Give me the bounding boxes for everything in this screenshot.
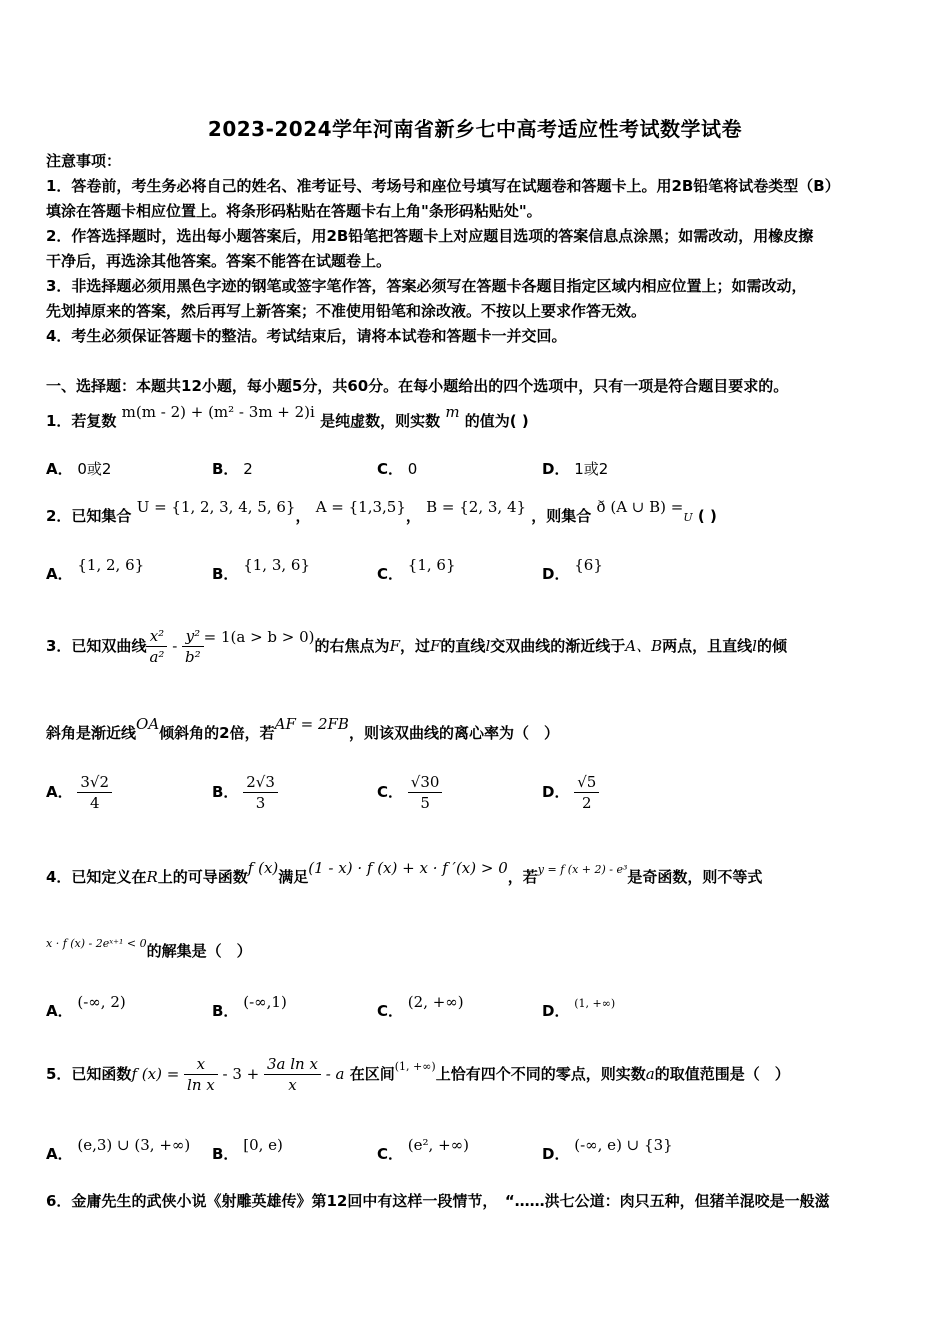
- notice-line-3a: 3．非选择题必须用黑色字迹的钢笔或签字笔作答，答案必须写在答题卡各题目指定区域内相应位置上；如需改动，: [46, 277, 807, 295]
- question-6: 6．金庸先生的武侠小说《射雕英雄传》第12回中有这样一段情节， “……洪七公道：肉只五种，但猪羊混咬是一般滋: [46, 1192, 830, 1210]
- q2-expression: ð (A ∪ B) =: [596, 498, 684, 516]
- question-1: [46, 403, 529, 432]
- notice-line-4: 4．考生必须保证答题卡的整洁。考试结束后，请将本试卷和答题卡一并交回。: [46, 327, 567, 345]
- q4-option-c[interactable]: C． (2, +∞): [377, 993, 464, 1020]
- q2-mid: ，则集合: [531, 507, 592, 525]
- q1-option-a[interactable]: A． 0或2: [46, 460, 112, 478]
- question-4-cont: $^{x \cdot f (x) - 2eˣ^{+1} < 0}$的解集是（ ）: [46, 937, 252, 960]
- q5-frac-1: $\frac{x}{\text{ln x}}$: [184, 1054, 218, 1095]
- q2-option-b[interactable]: B． {1, 3, 6}: [212, 556, 311, 583]
- q2-option-d[interactable]: D． {6}: [542, 556, 603, 583]
- question-5: 5．已知函数f (x) = $\frac{x}{\text{ln x}}$ - 3 + $\frac{\text{3a ln x}}{x}$ - a 在区间$^{(1, +\infty)}$上恰有四个不同的零点，则实数a的取值范围是（ ）: [46, 1055, 790, 1094]
- q4-option-d[interactable]: D． $^{(1, +\infty)}$: [542, 997, 616, 1020]
- page-title: 2023-2024学年河南省新乡七中高考适应性考试数学试卷: [207, 117, 743, 141]
- q1-option-d[interactable]: D． 1或2: [542, 460, 609, 478]
- q2-prefix: 2．已知集合: [46, 507, 132, 525]
- question-3: 3．已知双曲线 $\frac{\text{x²}}{\text{a²}}$ - $\frac{\text{y²}}{\text{b²}}$ = 1(a > b > 0)的右焦点为F，过F的直线l交双曲线的渐近线于A、B两点，且直线l的倾: [46, 627, 787, 666]
- q1-option-b[interactable]: B． 2: [212, 460, 253, 478]
- q1-expression: m(m - 2) + (m² - 3m + 2)i: [121, 403, 315, 421]
- q1-prefix: 1．若复数: [46, 412, 117, 430]
- q2-option-a[interactable]: A． {1, 2, 6}: [46, 556, 145, 583]
- q1-variable: m: [445, 403, 460, 421]
- q5-option-b[interactable]: B． [0, e): [212, 1136, 283, 1163]
- q3-option-a[interactable]: A． $\frac{3√2}{4}$: [46, 772, 112, 813]
- q3-condition: = 1(a > b > 0): [203, 628, 315, 646]
- q2-sub: U: [683, 511, 693, 524]
- q3-option-c[interactable]: C． $\frac{√30}{5}$: [377, 772, 442, 813]
- q2-set-b: B = {2, 3, 4}: [426, 498, 527, 516]
- q5-option-d[interactable]: D． (-∞, e) ∪ {3}: [542, 1136, 673, 1163]
- notice-heading: 注意事项：: [46, 152, 122, 170]
- q1-mid: 是纯虚数，则实数: [320, 412, 441, 430]
- q4-option-b[interactable]: B． (-∞,1): [212, 993, 287, 1020]
- notice-line-1a: 1．答卷前，考生务必将自己的姓名、准考证号、考场号和座位号填写在试题卷和答题卡上。用2B铅笔将试卷类型（B）: [46, 177, 840, 195]
- q3-prefix: 3．已知双曲线: [46, 637, 147, 655]
- q4-option-a[interactable]: A． (-∞, 2): [46, 993, 126, 1020]
- notice-line-3b: 先划掉原来的答案，然后再写上新答案；不准使用铅笔和涂改液。不按以上要求作答无效。: [46, 302, 647, 320]
- notice-line-2a: 2．作答选择题时，选出每小题答案后，用2B铅笔把答题卡上对应题目选项的答案信息点涂黑；如需改动，用橡皮擦: [46, 227, 814, 245]
- q3-frac-y: $\frac{\text{y²}}{\text{b²}}$: [182, 626, 204, 667]
- notice-line-1b: 填涂在答题卡相应位置上。将条形码粘贴在答题卡右上角"条形码粘贴处"。: [46, 202, 542, 220]
- q3-option-d[interactable]: D． $\frac{√5}{2}$: [542, 772, 599, 813]
- q2-set-u: U = {1, 2, 3, 4, 5, 6}: [136, 498, 296, 516]
- section-heading: 一、选择题：本题共12小题，每小题5分，共60分。在每小题给出的四个选项中，只有一项是符合题目要求的。: [46, 377, 789, 395]
- q1-option-c[interactable]: C． 0: [377, 460, 418, 478]
- q3-option-b[interactable]: B． $\frac{2√3}{3}$: [212, 772, 278, 813]
- q2-option-c[interactable]: C． {1, 6}: [377, 556, 456, 583]
- q5-option-c[interactable]: C． (e², +∞): [377, 1136, 469, 1163]
- question-4: 4．已知定义在R上的可导函数f (x)满足(1 - x) · f (x) + x · f ′(x) > 0，若$^{y = f (x + 2) - e^3}$是奇函数，则不等式: [46, 859, 763, 886]
- question-3-cont: 斜角是渐近线OA倾斜角的2倍，若AF = 2FB，则该双曲线的离心率为（ ）: [46, 715, 559, 742]
- q5-option-a[interactable]: A． (e,3) ∪ (3, +∞): [46, 1136, 191, 1163]
- q1-suffix: 的值为( ): [464, 412, 529, 430]
- q5-frac-2: $\frac{\text{3a ln x}}{x}$: [264, 1054, 321, 1095]
- notice-line-2b: 干净后，再选涂其他答案。答案不能答在试题卷上。: [46, 252, 392, 270]
- q2-set-a: A = {1,3,5}: [315, 498, 406, 516]
- q2-suffix: ( ): [697, 507, 717, 525]
- q3-frac-x: $\frac{\text{x²}}{\text{a²}}$: [146, 626, 167, 667]
- question-2: 2．已知集合 U = {1, 2, 3, 4, 5, 6}， A = {1,3,5}， B = {2, 3, 4} ，则集合 ð (A ∪ B) =U ( ): [46, 498, 717, 525]
